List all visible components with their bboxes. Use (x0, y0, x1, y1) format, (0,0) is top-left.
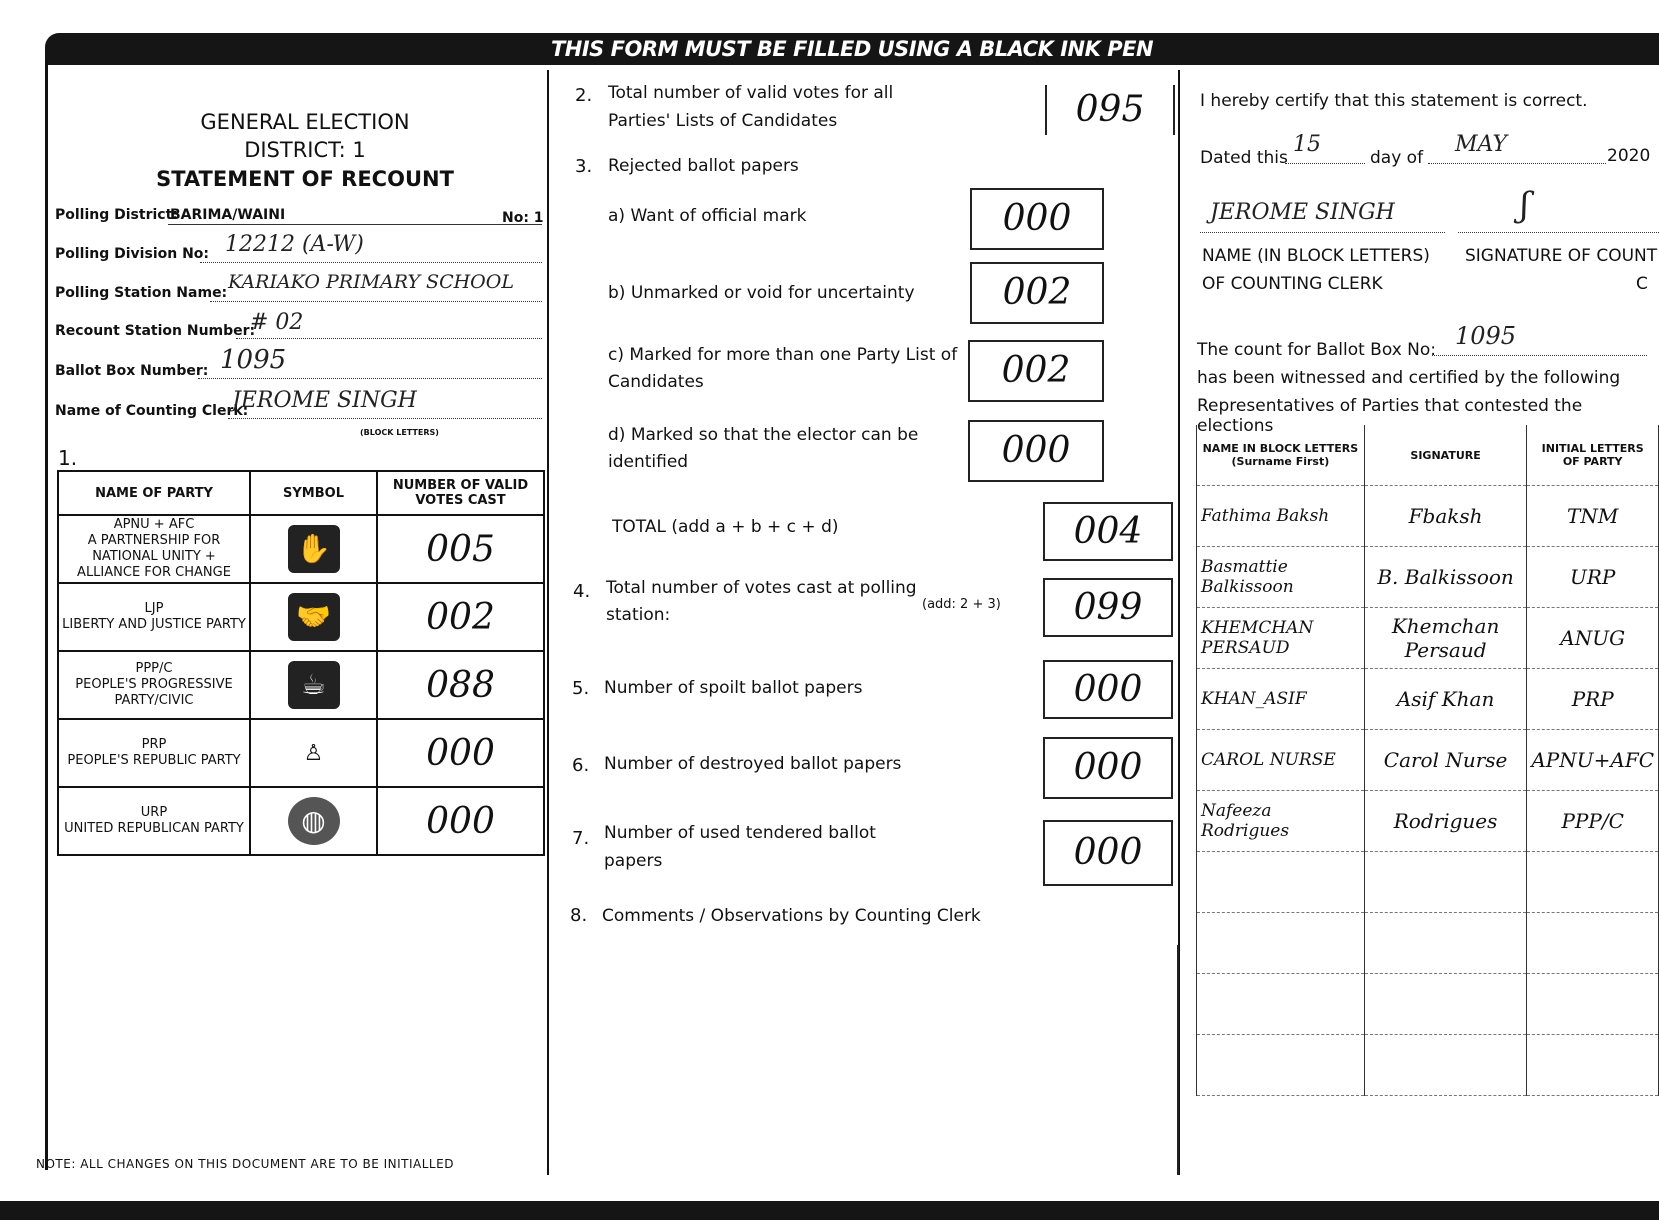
comments-box[interactable] (560, 945, 1179, 1175)
empty-cell[interactable] (1527, 974, 1659, 1035)
q4-text-line1: Total number of votes cast at polling (606, 578, 917, 598)
party-full-name: PEOPLE'S REPUBLIC PARTY (67, 753, 241, 768)
rep-party: URP (1527, 547, 1659, 608)
q6-number: 6. (572, 755, 590, 776)
rep-party: APNU+AFC (1527, 730, 1659, 791)
day-of-label: day of (1370, 148, 1424, 168)
rep-party: TNM (1527, 486, 1659, 547)
total-value: 004 (1043, 502, 1173, 561)
party-full-name: PEOPLE'S PROGRESSIVE PARTY/CIVIC (75, 677, 233, 708)
party-votes: 002 (377, 583, 544, 651)
certify-text: I hereby certify that this statement is correct. (1200, 91, 1588, 111)
party-name-cell (58, 583, 250, 651)
rep-row (1197, 486, 1659, 547)
polling-station-value: KARIAKO PRIMARY SCHOOL (228, 271, 514, 293)
q4-value: 099 (1043, 578, 1173, 637)
dated-label: Dated this (1200, 148, 1288, 168)
left-border (45, 60, 48, 1170)
rep-signature: Asif Khan (1364, 669, 1527, 730)
rep-row (1197, 730, 1659, 791)
clerk-signature: ʃ (1520, 185, 1530, 225)
q5-number: 5. (572, 678, 590, 699)
empty-cell[interactable] (1364, 974, 1527, 1035)
party-row-ljp (58, 583, 544, 651)
party-abbr: LJP (144, 601, 164, 616)
q2-text-line1: Total number of valid votes for all (608, 83, 894, 103)
rep-party: PPP/C (1527, 791, 1659, 852)
rep-signature: Rodrigues (1364, 791, 1527, 852)
recount-station-value: # 02 (250, 310, 304, 335)
party-full-name: UNITED REPUBLICAN PARTY (64, 821, 244, 836)
rep-row-empty (1197, 1035, 1659, 1096)
witness-line1: has been witnessed and certified by the following (1197, 368, 1621, 388)
party-abbr: PRP (141, 737, 167, 752)
reps-header-signature: SIGNATURE (1364, 425, 1527, 486)
empty-cell[interactable] (1364, 913, 1527, 974)
rep-row (1197, 547, 1659, 608)
rep-row-empty (1197, 852, 1659, 913)
q6-text: Number of destroyed ballot papers (604, 754, 902, 774)
header-party-name: NAME OF PARTY (58, 471, 250, 515)
q7-text-line1: Number of used tendered ballot (604, 823, 876, 843)
polling-division-value: 12212 (A-W) (225, 232, 364, 257)
q3-text: Rejected ballot papers (608, 156, 799, 176)
lamp-icon: ♙ (303, 740, 324, 766)
section-one-number: 1. (58, 446, 78, 470)
q3a-text: a) Want of official mark (608, 206, 807, 226)
party-symbol-cell (250, 719, 377, 787)
empty-cell[interactable] (1364, 852, 1527, 913)
empty-cell[interactable] (1197, 974, 1365, 1035)
rep-party: ANUG (1527, 608, 1659, 669)
witness-line2: Representatives of Parties that contested the elections (1197, 396, 1583, 436)
empty-cell[interactable] (1527, 913, 1659, 974)
rep-signature: Fbaksh (1364, 486, 1527, 547)
q4-text-line2: station: (606, 605, 671, 625)
count-box-line (1432, 355, 1647, 356)
q2-text-line2: Parties' Lists of Candidates (608, 111, 838, 131)
rep-row-empty (1197, 913, 1659, 974)
reps-header-name: NAME IN BLOCK LETTERS (Surname First) (1197, 425, 1365, 486)
polling-district-label: Polling District: (55, 207, 178, 223)
rep-name: Basmattie Balkissoon (1197, 547, 1365, 608)
header-symbol: SYMBOL (250, 471, 377, 515)
q3d-text-line1: d) Marked so that the elector can be (608, 425, 919, 445)
counting-clerk-value: JEROME SINGH (232, 388, 417, 413)
statement-title: STATEMENT OF RECOUNT (156, 167, 454, 191)
bottom-bar (0, 1201, 1659, 1220)
polling-division-label: Polling Division No: (55, 246, 210, 262)
total-text: TOTAL (add a + b + c + d) (612, 517, 839, 537)
reps-header-party: INITIAL LETTERS OF PARTY (1527, 425, 1659, 486)
q6-value: 000 (1043, 737, 1173, 799)
counting-clerk-label: Name of Counting Clerk: (55, 403, 249, 419)
count-box-value: 1095 (1455, 322, 1517, 350)
party-abbr: PPP/C (135, 661, 173, 676)
ballot-box-value: 1095 (220, 345, 287, 375)
q3c-text-line1: c) Marked for more than one Party List of (608, 345, 958, 365)
representatives-table (1196, 425, 1659, 1096)
q2-number: 2. (575, 85, 593, 106)
globe-icon: ◍ (288, 797, 340, 845)
header-banner-text: THIS FORM MUST BE FILLED USING A BLACK INK PEN (550, 37, 1154, 61)
rep-name: CAROL NURSE (1197, 730, 1365, 791)
election-title: GENERAL ELECTION (200, 110, 410, 134)
recount-station-line (236, 338, 542, 339)
counting-clerk-line (228, 418, 542, 419)
empty-cell[interactable] (1527, 852, 1659, 913)
q3c-value: 002 (968, 340, 1104, 402)
rep-row (1197, 791, 1659, 852)
rep-row (1197, 669, 1659, 730)
party-row-urp (58, 787, 544, 855)
party-row-pppc (58, 651, 544, 719)
party-full-name: A PARTNERSHIP FOR NATIONAL UNITY + ALLIANCE FOR CHANGE (77, 533, 231, 580)
count-text: The count for Ballot Box No: (1197, 340, 1437, 360)
cup-icon: ☕ (288, 661, 340, 709)
rep-signature: Khemchan Persaud (1364, 608, 1527, 669)
party-votes: 088 (377, 651, 544, 719)
name-label-line1: NAME (IN BLOCK LETTERS) (1202, 246, 1430, 266)
party-votes: 005 (377, 515, 544, 583)
q5-value: 000 (1043, 660, 1173, 719)
party-symbol-cell (250, 787, 377, 855)
clerk-name-line (1200, 232, 1445, 233)
q7-value: 000 (1043, 820, 1173, 886)
header-valid-votes: NUMBER OF VALID VOTES CAST (377, 471, 544, 515)
hand-icon: ✋ (288, 525, 340, 573)
day-line (1285, 163, 1365, 164)
party-votes: 000 (377, 719, 544, 787)
q7-text-line2: papers (604, 851, 663, 871)
party-full-name: LIBERTY AND JUSTICE PARTY (62, 617, 246, 632)
polling-station-line (210, 301, 542, 302)
q8-text: Comments / Observations by Counting Clerk (602, 906, 981, 926)
polling-station-label: Polling Station Name: (55, 285, 228, 301)
party-name-cell (58, 787, 250, 855)
q8-number: 8. (570, 905, 588, 926)
party-abbr: URP (140, 805, 168, 820)
q3a-value: 000 (970, 188, 1104, 250)
rep-name: KHAN_ASIF (1197, 669, 1365, 730)
month-line (1428, 163, 1606, 164)
party-symbol-cell (250, 583, 377, 651)
party-table-header-row (58, 471, 544, 515)
signature-label-2: C (1636, 274, 1648, 294)
q3b-text: b) Unmarked or void for uncertainty (608, 283, 915, 303)
empty-cell[interactable] (1527, 1035, 1659, 1096)
rep-name: Fathima Baksh (1197, 486, 1365, 547)
header-banner (45, 33, 1659, 65)
q3d-value: 000 (968, 420, 1104, 482)
day-value: 15 (1293, 132, 1321, 157)
ballot-box-label: Ballot Box Number: (55, 363, 209, 379)
party-votes-table (57, 470, 545, 856)
party-abbr: APNU + AFC (113, 517, 195, 532)
party-name-cell (58, 651, 250, 719)
party-name-cell (58, 515, 250, 583)
recount-station-label: Recount Station Number: (55, 323, 256, 339)
district-title: DISTRICT: 1 (244, 138, 366, 162)
rep-row (1197, 608, 1659, 669)
reps-header-row (1197, 425, 1659, 486)
q5-text: Number of spoilt ballot papers (604, 678, 863, 698)
rep-signature: B. Balkissoon (1364, 547, 1527, 608)
party-symbol-cell (250, 651, 377, 719)
name-label-line2: OF COUNTING CLERK (1202, 274, 1383, 294)
empty-cell[interactable] (1197, 852, 1365, 913)
polling-district-value: BARIMA/WAINI (170, 207, 286, 223)
rep-signature: Carol Nurse (1364, 730, 1527, 791)
block-letters-note: (BLOCK LETTERS) (360, 428, 439, 437)
empty-cell[interactable] (1197, 1035, 1365, 1096)
year-text: 2020 (1607, 146, 1651, 166)
q2-value: 095 (1045, 85, 1175, 135)
q4-add-note: (add: 2 + 3) (922, 597, 1001, 612)
rep-name: Nafeeza Rodrigues (1197, 791, 1365, 852)
q7-number: 7. (572, 828, 590, 849)
party-symbol-cell (250, 515, 377, 583)
empty-cell[interactable] (1364, 1035, 1527, 1096)
divider-left-middle (547, 70, 549, 1175)
clerk-name-value: JEROME SINGH (1210, 200, 1395, 225)
ballot-box-line (198, 378, 542, 379)
number-label: No: 1 (502, 210, 544, 226)
q3-number: 3. (575, 156, 593, 177)
polling-district-line (168, 224, 542, 225)
party-votes: 000 (377, 787, 544, 855)
clerk-signature-line (1458, 232, 1659, 233)
q3d-text-line2: identified (608, 452, 689, 472)
signature-label: SIGNATURE OF COUNT (1465, 246, 1658, 266)
q3b-value: 002 (970, 262, 1104, 324)
party-row-apnu-afc (58, 515, 544, 583)
party-name-cell (58, 719, 250, 787)
polling-division-line (200, 262, 542, 263)
q4-number: 4. (573, 581, 591, 602)
rep-row-empty (1197, 974, 1659, 1035)
month-value: MAY (1455, 132, 1508, 157)
rep-party: PRP (1527, 669, 1659, 730)
empty-cell[interactable] (1197, 913, 1365, 974)
party-row-prp (58, 719, 544, 787)
handshake-icon: 🤝 (288, 593, 340, 641)
q3c-text-line2: Candidates (608, 372, 704, 392)
changes-note: NOTE: ALL CHANGES ON THIS DOCUMENT ARE TO BE INITIALLED (36, 1157, 454, 1171)
rep-name: KHEMCHAN PERSAUD (1197, 608, 1365, 669)
